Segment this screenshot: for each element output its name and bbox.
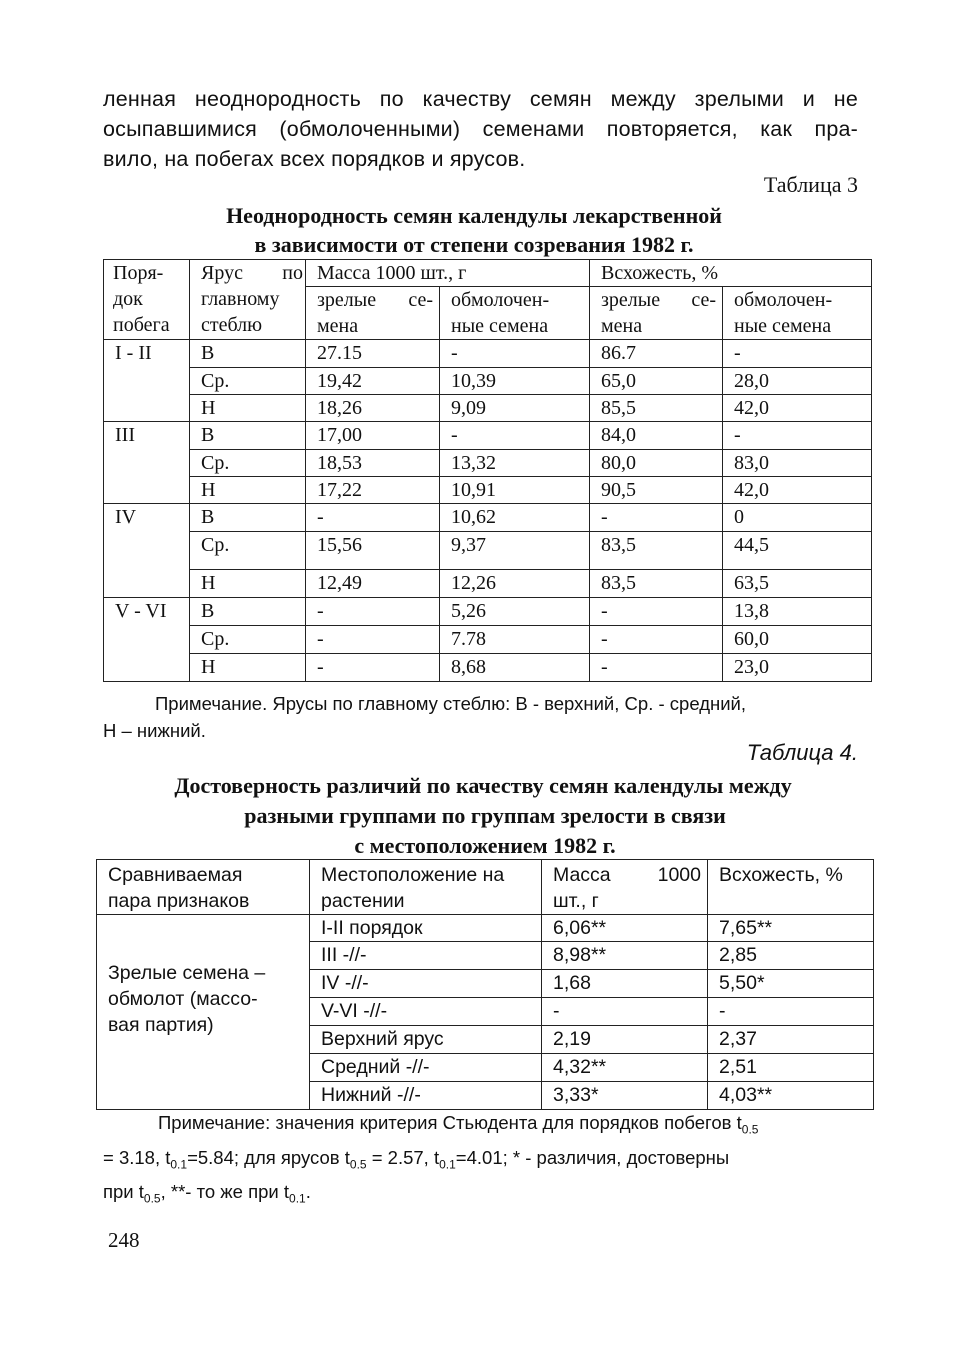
note-line <box>103 1178 863 1213</box>
mass-mature-cell: - <box>306 504 440 532</box>
location-cell: IV -//- <box>310 970 542 998</box>
header-text: Местоположение на <box>321 864 505 886</box>
header-text: Сравниваемая <box>108 864 243 886</box>
mass-cell: - <box>542 998 708 1026</box>
header-text: док <box>113 288 143 310</box>
mass-threshed-cell: - <box>440 422 590 450</box>
tier-cell: Ср. <box>190 532 306 570</box>
germ-cell: 5,50* <box>708 970 874 998</box>
note-text: = 3.18, t <box>103 1146 171 1168</box>
header-text: се- <box>408 289 433 311</box>
location-cell: III -//- <box>310 942 542 970</box>
germ-mature-cell: 86.7 <box>590 340 723 368</box>
header-text: ные семена <box>451 315 549 337</box>
header-text: растении <box>321 890 405 912</box>
note-subscript: 0.5 <box>143 1192 161 1207</box>
location-cell: V-VI -//- <box>310 998 542 1026</box>
germ-threshed-cell: 28,0 <box>723 368 872 395</box>
note-text: = 2.57, t <box>366 1146 440 1168</box>
germ-threshed-cell: 0 <box>723 504 872 532</box>
table4-number: Таблица 4. <box>746 740 858 765</box>
note-text: =5.84; для ярусов t <box>187 1146 350 1168</box>
germ-threshed-cell: - <box>723 422 872 450</box>
tier-cell: Ср. <box>190 450 306 477</box>
header-text: зрелые <box>317 289 377 311</box>
mass-mature-cell: - <box>306 598 440 626</box>
mass-threshed-cell: 5,26 <box>440 598 590 626</box>
header-threshed-mass <box>440 287 590 340</box>
mass-mature-cell: 19,42 <box>306 368 440 395</box>
table3-title: в зависимости от степени созревания 1982 г. <box>254 232 694 257</box>
germ-threshed-cell: 13,8 <box>723 598 872 626</box>
mass-threshed-cell: 9,09 <box>440 395 590 422</box>
header-text: по <box>282 262 303 284</box>
tier-cell: Ср. <box>190 626 306 654</box>
tier-cell: Н <box>190 570 306 598</box>
mass-threshed-cell: - <box>440 340 590 368</box>
table3-number: Таблица 3 <box>763 172 858 197</box>
mass-cell: 1,68 <box>542 970 708 998</box>
intro-line: ленная неоднородность по качеству семян между зрелыми и не <box>103 87 858 111</box>
mass-cell: 2,19 <box>542 1026 708 1054</box>
germ-cell: 2,85 <box>708 942 874 970</box>
table3-title: Неоднородность семян календулы лекарственной <box>226 203 722 228</box>
tier-cell: В <box>190 340 306 368</box>
intro-line: осыпавшимися (обмолоченными) семенами повторяется, как пра- <box>103 117 858 141</box>
location-cell: Средний -//- <box>310 1054 542 1082</box>
mass-threshed-cell: 7.78 <box>440 626 590 654</box>
location-cell: Верхний ярус <box>310 1026 542 1054</box>
order-cell: I - II <box>104 340 190 422</box>
germ-mature-cell: 85,5 <box>590 395 723 422</box>
note-text: =4.01; * - различия, достоверны <box>455 1146 730 1168</box>
intro-line: вило, на побегах всех порядков и ярусов. <box>103 147 526 171</box>
germ-cell: 2,37 <box>708 1026 874 1054</box>
header-text: обмолочен- <box>734 289 833 311</box>
germ-cell: - <box>708 998 874 1026</box>
header-text: шт., г <box>553 890 599 912</box>
mass-threshed-cell: 9,37 <box>440 532 590 570</box>
germ-cell: 7,65** <box>708 915 874 942</box>
header-mass: Масса 1000 шт., г <box>306 260 590 287</box>
germ-mature-cell: 83,5 <box>590 532 723 570</box>
note-subscript: 0.1 <box>170 1157 188 1172</box>
mass-mature-cell: 18,26 <box>306 395 440 422</box>
tier-cell: Ср. <box>190 368 306 395</box>
tier-cell: В <box>190 422 306 450</box>
location-cell: I-II порядок <box>310 915 542 942</box>
table4-title: с местоположением 1982 г. <box>354 833 616 858</box>
mass-threshed-cell: 8,68 <box>440 654 590 682</box>
note-text: , **- то же при t <box>160 1181 290 1203</box>
germ-cell: 4,03** <box>708 1082 874 1110</box>
header-text: мена <box>317 315 359 337</box>
germ-threshed-cell: - <box>723 340 872 368</box>
pair-text: Зрелые семена – <box>108 962 266 984</box>
mass-threshed-cell: 12,26 <box>440 570 590 598</box>
pair-text: вая партия) <box>108 1014 214 1036</box>
header-text: 1000 <box>657 864 701 886</box>
note-subscript: 0.5 <box>349 1157 367 1172</box>
tier-cell: В <box>190 504 306 532</box>
header-text: обмолочен- <box>451 289 550 311</box>
note-text: . <box>305 1181 311 1203</box>
germ-mature-cell: 65,0 <box>590 368 723 395</box>
table4-title: разными группами по группам зрелости в связи <box>244 803 726 828</box>
header-order <box>104 260 190 340</box>
tier-cell: Н <box>190 395 306 422</box>
table4-note <box>103 1109 863 1213</box>
header-tier <box>190 260 306 340</box>
table3-note: Примечание. Ярусы по главному стеблю: В - верхний, Ср. - средний, <box>155 693 747 714</box>
order-cell: IV <box>104 504 190 598</box>
table4 <box>96 859 874 1110</box>
header-text: Поря- <box>113 262 164 284</box>
mass-mature-cell: 27.15 <box>306 340 440 368</box>
tier-cell: Н <box>190 654 306 682</box>
mass-mature-cell: - <box>306 626 440 654</box>
mass-cell: 4,32** <box>542 1054 708 1082</box>
tier-cell: Н <box>190 477 306 504</box>
header-mature-germ <box>590 287 723 340</box>
germ-threshed-cell: 63,5 <box>723 570 872 598</box>
header-text: зрелые <box>601 289 661 311</box>
note-subscript: 0.5 <box>741 1122 759 1137</box>
germ-mature-cell: - <box>590 626 723 654</box>
header-location <box>310 860 542 915</box>
order-cell: III <box>104 422 190 504</box>
germ-mature-cell: - <box>590 504 723 532</box>
location-cell: Нижний -//- <box>310 1082 542 1110</box>
germ-threshed-cell: 60,0 <box>723 626 872 654</box>
table4-title: Достоверность различий по качеству семян календулы между <box>174 773 792 798</box>
intro-paragraph <box>103 84 858 174</box>
note-text: Примечание: значения критерия Стьюдента для порядков побегов t <box>158 1112 742 1133</box>
germ-threshed-cell: 42,0 <box>723 477 872 504</box>
mass-mature-cell: 17,00 <box>306 422 440 450</box>
mass-threshed-cell: 10,39 <box>440 368 590 395</box>
header-text: ные семена <box>734 315 832 337</box>
germ-mature-cell: 80,0 <box>590 450 723 477</box>
mass-mature-cell: 15,56 <box>306 532 440 570</box>
germ-mature-cell: 83,5 <box>590 570 723 598</box>
germ-threshed-cell: 42,0 <box>723 395 872 422</box>
header-text: главному <box>201 288 280 310</box>
header-threshed-germ <box>723 287 872 340</box>
header-text: Масса <box>553 864 611 886</box>
note-subscript: 0.1 <box>289 1192 306 1207</box>
header-mass <box>542 860 708 915</box>
header-pair <box>97 860 310 915</box>
germ-threshed-cell: 83,0 <box>723 450 872 477</box>
germ-cell: 2,51 <box>708 1054 874 1082</box>
mass-threshed-cell: 10,62 <box>440 504 590 532</box>
header-text: мена <box>601 315 643 337</box>
header-germination: Всхожесть, % <box>708 860 874 915</box>
table3 <box>103 259 872 682</box>
note-line <box>103 1109 863 1144</box>
mass-threshed-cell: 10,91 <box>440 477 590 504</box>
note-line <box>103 1144 863 1179</box>
pair-text: обмолот (массо- <box>108 988 258 1010</box>
mass-cell: 3,33* <box>542 1082 708 1110</box>
mass-threshed-cell: 13,32 <box>440 450 590 477</box>
mass-mature-cell: - <box>306 654 440 682</box>
order-cell: V - VI <box>104 598 190 682</box>
mass-cell: 6,06** <box>542 915 708 942</box>
header-text: се- <box>691 289 716 311</box>
header-germination: Всхожесть, % <box>590 260 872 287</box>
pair-cell <box>97 915 310 1110</box>
germ-mature-cell: - <box>590 654 723 682</box>
germ-mature-cell: 90,5 <box>590 477 723 504</box>
germ-threshed-cell: 44,5 <box>723 532 872 570</box>
page-number: 248 <box>108 1228 140 1252</box>
header-text: пара признаков <box>108 890 250 912</box>
germ-mature-cell: - <box>590 598 723 626</box>
mass-cell: 8,98** <box>542 942 708 970</box>
germ-threshed-cell: 23,0 <box>723 654 872 682</box>
header-text: побега <box>113 314 170 336</box>
mass-mature-cell: 12,49 <box>306 570 440 598</box>
mass-mature-cell: 18,53 <box>306 450 440 477</box>
mass-mature-cell: 17,22 <box>306 477 440 504</box>
table3-note: Н – нижний. <box>103 720 206 741</box>
note-subscript: 0.1 <box>439 1157 456 1172</box>
germ-mature-cell: 84,0 <box>590 422 723 450</box>
note-text: при t <box>103 1181 144 1203</box>
header-text: Ярус <box>201 262 243 284</box>
header-text: стеблю <box>201 314 263 336</box>
tier-cell: В <box>190 598 306 626</box>
header-mature-mass <box>306 287 440 340</box>
